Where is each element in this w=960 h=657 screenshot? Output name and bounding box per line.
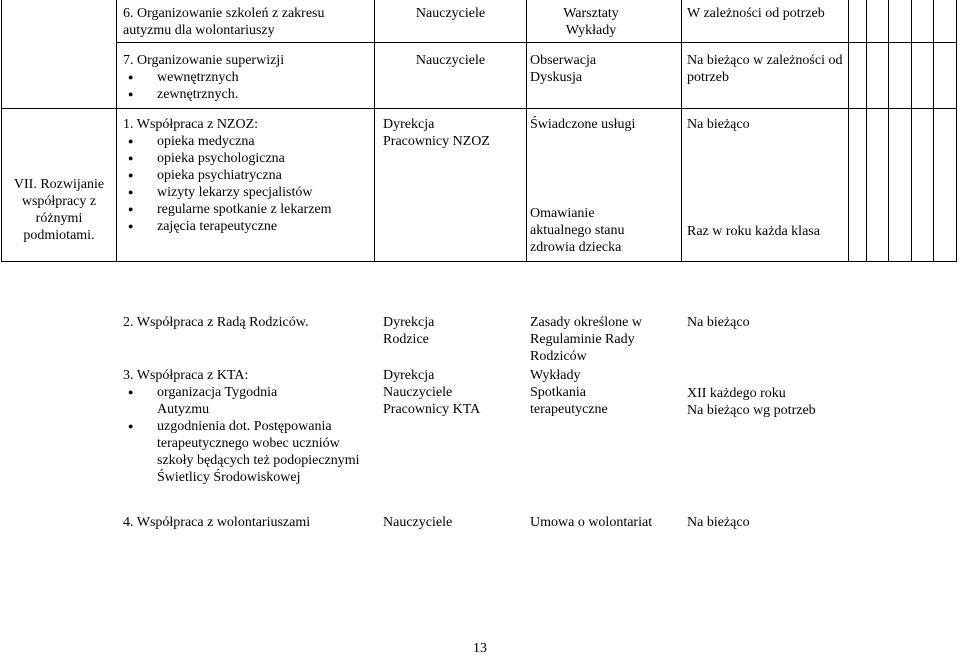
coop4-deadline: Na bieżąco (687, 515, 750, 530)
row7-forms: Obserwacja Dyskusja (530, 53, 597, 85)
table-border (933, 0, 934, 262)
row6-activity: 6. Organizowanie szkoleń z zakresu autyzmu dla wolontariuszy (123, 6, 325, 38)
coop1-deadline2: Raz w roku każda klasa (687, 224, 820, 239)
list-item: ● opieka psychiatryczna (123, 167, 373, 184)
table-border (1, 261, 957, 262)
table-border (1, 0, 2, 262)
coop2-responsible: Dyrekcja Rodzice (383, 315, 435, 347)
table-border (911, 0, 912, 262)
coop2-deadline: Na bieżąco (687, 315, 750, 330)
table-border (866, 0, 867, 262)
coop3-responsible: Dyrekcja Nauczyciele Pracownicy KTA (383, 368, 481, 417)
coop1-form2: Omawianie aktualnego stanu zdrowia dziecka (530, 206, 625, 255)
list-item: ● zajęcia terapeutyczne (123, 218, 373, 235)
row7-activity: 7. Organizowanie superwizji ● wewnętrznych ● zewnętrznych. (123, 52, 368, 103)
coop1-deadline1: Na bieżąco (687, 117, 750, 132)
list-item: ● wizyty lekarzy specjalistów (123, 184, 373, 201)
list-item: ● uzgodnienia dot. Postępowania terapeutycznego wobec uczniów szkoły będących też podopiecznymi Świetlicy Środowiskowej (123, 418, 363, 486)
coop1-form1: Świadczone usługi (530, 117, 636, 132)
coop3-activity: 3. Współpraca z KTA: ● organizacja Tygodnia Autyzmu ● uzgodnienia dot. Postępowania terapeutycznego wobec uczniów szkoły będących też podopiecznymi Świetlicy Środowiskowej (123, 367, 373, 486)
list-item: ● wewnętrznych (123, 69, 368, 86)
list-item: ● opieka psychologiczna (123, 150, 373, 167)
coop3-deadline1: XII każdego roku (687, 386, 786, 401)
list-item: ● organizacja Tygodnia Autyzmu (123, 384, 297, 418)
list-item: ● zewnętrznych. (123, 86, 368, 103)
row6-deadline: W zależności od potrzeb (687, 6, 825, 21)
table-border (116, 42, 957, 43)
table-border (526, 0, 527, 262)
table-border (956, 0, 957, 262)
row7-deadline: Na bieżąco w zależności od potrzeb (687, 53, 843, 85)
row6-forms: Warsztaty Wykłady (563, 6, 619, 38)
list-item: ● opieka medyczna (123, 133, 373, 150)
table-border (888, 0, 889, 262)
coop3-forms: Wykłady Spotkania terapeutyczne (530, 368, 608, 417)
section-label: VII. Rozwijanie współpracy z różnymi podmiotami. (13, 177, 105, 243)
page-number: 13 (473, 641, 487, 656)
coop4-responsible: Nauczyciele (383, 515, 453, 530)
table-border (116, 0, 117, 262)
table-border (374, 0, 375, 262)
row6-responsible: Nauczyciele (415, 6, 486, 21)
coop1-activity: 1. Współpraca z NZOZ: ● opieka medyczna ● opieka psychologiczna ● opieka psychiatryczna ● wizyty lekarzy specjalistów ● regularne spotkanie z lekarzem ● zajęcia terapeutyczne (123, 116, 373, 235)
coop4-form: Umowa o wolontariat (530, 515, 653, 530)
table-border (1, 108, 957, 109)
table-border (681, 0, 682, 262)
row7-responsible: Nauczyciele (415, 53, 486, 68)
coop2-activity: 2. Współpraca z Radą Rodziców. (123, 315, 309, 330)
coop1-responsible: Dyrekcja Pracownicy NZOZ (383, 117, 490, 149)
coop4-activity: 4. Współpraca z wolontariuszami (123, 515, 311, 530)
coop2-form: Zasady określone w Regulaminie Rady Rodziców (530, 315, 642, 364)
table-border (848, 0, 849, 262)
list-item: ● regularne spotkanie z lekarzem (123, 201, 373, 218)
coop3-deadline2: Na bieżąco wg potrzeb (687, 403, 816, 418)
